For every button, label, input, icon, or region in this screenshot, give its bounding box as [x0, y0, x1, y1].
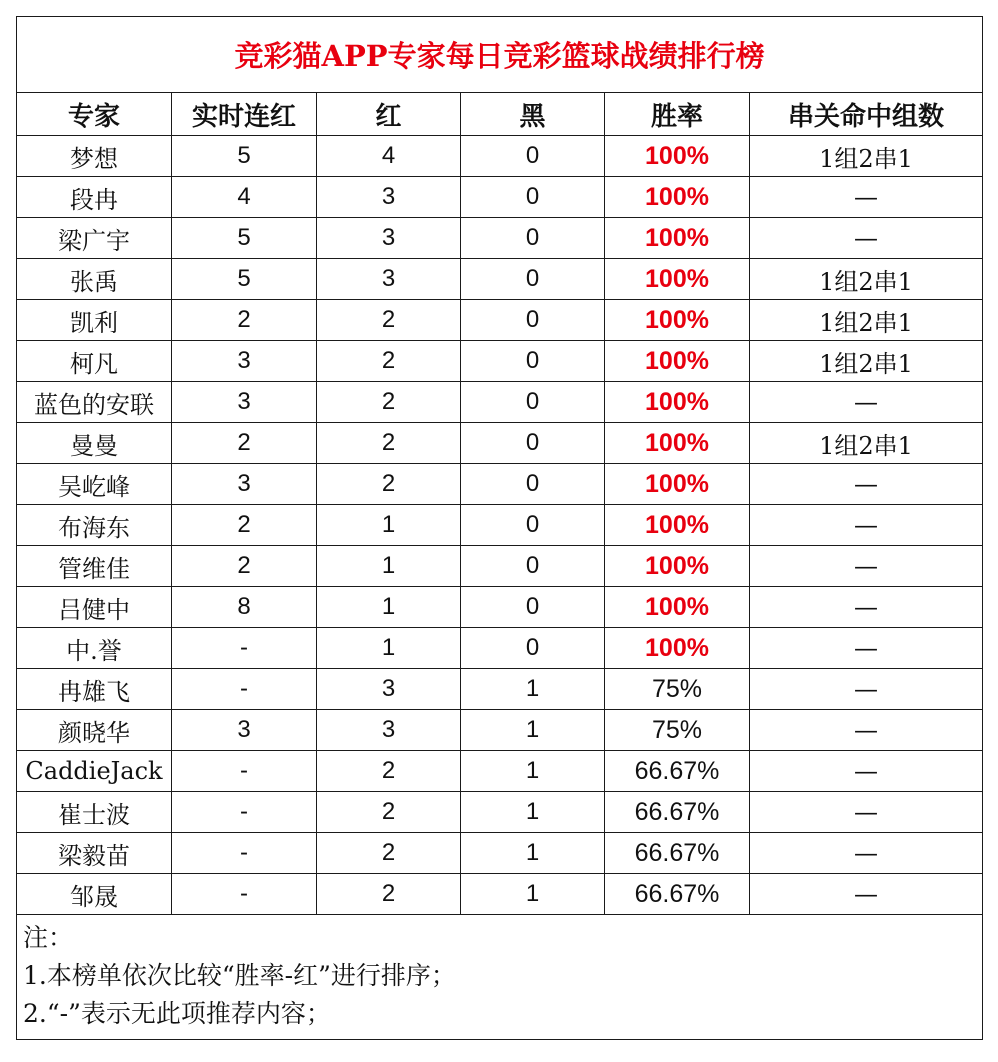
- expert-name-cell: 中.誉: [17, 628, 172, 669]
- win-rate-cell: 100%: [605, 259, 750, 300]
- combo-hits-cell: 1组2串1: [750, 136, 983, 177]
- expert-name-cell: 梁毅苗: [17, 833, 172, 874]
- win-rate-cell: 66.67%: [605, 792, 750, 833]
- table-row: [17, 300, 983, 341]
- streak-cell: 8: [172, 587, 317, 628]
- expert-name-cell: 柯凡: [17, 341, 172, 382]
- combo-hits-cell: —: [750, 505, 983, 546]
- streak-cell: 2: [172, 505, 317, 546]
- expert-name-cell: 凯利: [17, 300, 172, 341]
- table-row: [17, 751, 983, 792]
- streak-cell: -: [172, 874, 317, 915]
- column-header-black: 黑: [461, 93, 605, 136]
- combo-hits-cell: —: [750, 587, 983, 628]
- expert-name-cell: 邹晟: [17, 874, 172, 915]
- expert-name-cell: 曼曼: [17, 423, 172, 464]
- streak-cell: -: [172, 628, 317, 669]
- combo-hits-cell: —: [750, 464, 983, 505]
- black-count-cell: 0: [461, 341, 605, 382]
- red-count-cell: 2: [317, 833, 461, 874]
- black-count-cell: 0: [461, 423, 605, 464]
- notes-section: [17, 915, 983, 1040]
- win-rate-cell: 66.67%: [605, 833, 750, 874]
- streak-cell: -: [172, 833, 317, 874]
- win-rate-cell: 100%: [605, 177, 750, 218]
- red-count-cell: 2: [317, 874, 461, 915]
- combo-hits-cell: —: [750, 792, 983, 833]
- black-count-cell: 1: [461, 833, 605, 874]
- expert-name-cell: 吴屹峰: [17, 464, 172, 505]
- table-row: [17, 464, 983, 505]
- red-count-cell: 1: [317, 628, 461, 669]
- table-row: [17, 177, 983, 218]
- note-line-2: 2.“-”表示无此项推荐内容；: [23, 999, 331, 1028]
- black-count-cell: 0: [461, 259, 605, 300]
- combo-hits-cell: —: [750, 177, 983, 218]
- table-row: [17, 669, 983, 710]
- black-count-cell: 1: [461, 710, 605, 751]
- black-count-cell: 1: [461, 669, 605, 710]
- table-row: [17, 136, 983, 177]
- table-row: [17, 874, 983, 915]
- streak-cell: 4: [172, 177, 317, 218]
- streak-cell: -: [172, 792, 317, 833]
- win-rate-cell: 100%: [605, 587, 750, 628]
- win-rate-cell: 75%: [605, 669, 750, 710]
- column-header-expert: 专家: [17, 93, 172, 136]
- black-count-cell: 1: [461, 751, 605, 792]
- red-count-cell: 1: [317, 546, 461, 587]
- win-rate-cell: 100%: [605, 423, 750, 464]
- expert-name-cell: 吕健中: [17, 587, 172, 628]
- red-count-cell: 1: [317, 505, 461, 546]
- black-count-cell: 0: [461, 587, 605, 628]
- ranking-table: [16, 16, 983, 1040]
- combo-hits-cell: 1组2串1: [750, 259, 983, 300]
- note-line-1: 1.本榜单依次比较“胜率-红”进行排序；: [23, 961, 456, 990]
- red-count-cell: 2: [317, 341, 461, 382]
- table-row: [17, 833, 983, 874]
- red-count-cell: 2: [317, 792, 461, 833]
- combo-hits-cell: 1组2串1: [750, 423, 983, 464]
- combo-hits-cell: —: [750, 218, 983, 259]
- win-rate-cell: 100%: [605, 505, 750, 546]
- table-row: [17, 259, 983, 300]
- red-count-cell: 1: [317, 587, 461, 628]
- combo-hits-cell: —: [750, 628, 983, 669]
- streak-cell: -: [172, 751, 317, 792]
- expert-name-cell: 梁广宇: [17, 218, 172, 259]
- combo-hits-cell: —: [750, 751, 983, 792]
- red-count-cell: 3: [317, 177, 461, 218]
- expert-name-cell: CaddieJack: [17, 751, 172, 792]
- black-count-cell: 0: [461, 218, 605, 259]
- streak-cell: 2: [172, 423, 317, 464]
- red-count-cell: 2: [317, 751, 461, 792]
- column-header-win-rate: 胜率: [605, 93, 750, 136]
- table-row: [17, 423, 983, 464]
- win-rate-cell: 100%: [605, 218, 750, 259]
- expert-name-cell: 管维佳: [17, 546, 172, 587]
- black-count-cell: 0: [461, 136, 605, 177]
- black-count-cell: 0: [461, 505, 605, 546]
- streak-cell: -: [172, 669, 317, 710]
- expert-name-cell: 梦想: [17, 136, 172, 177]
- streak-cell: 3: [172, 382, 317, 423]
- combo-hits-cell: —: [750, 669, 983, 710]
- red-count-cell: 2: [317, 464, 461, 505]
- expert-name-cell: 冉雄飞: [17, 669, 172, 710]
- black-count-cell: 0: [461, 546, 605, 587]
- win-rate-cell: 75%: [605, 710, 750, 751]
- win-rate-cell: 100%: [605, 341, 750, 382]
- red-count-cell: 2: [317, 382, 461, 423]
- header-row: [17, 93, 983, 136]
- streak-cell: 3: [172, 341, 317, 382]
- win-rate-cell: 100%: [605, 136, 750, 177]
- combo-hits-cell: —: [750, 833, 983, 874]
- black-count-cell: 1: [461, 792, 605, 833]
- win-rate-cell: 100%: [605, 300, 750, 341]
- combo-hits-cell: —: [750, 546, 983, 587]
- red-count-cell: 4: [317, 136, 461, 177]
- black-count-cell: 0: [461, 628, 605, 669]
- win-rate-cell: 100%: [605, 546, 750, 587]
- streak-cell: 2: [172, 546, 317, 587]
- black-count-cell: 0: [461, 464, 605, 505]
- red-count-cell: 3: [317, 259, 461, 300]
- column-header-combo-hits: 串关命中组数: [750, 93, 983, 136]
- win-rate-cell: 100%: [605, 464, 750, 505]
- win-rate-cell: 100%: [605, 382, 750, 423]
- table-row: [17, 382, 983, 423]
- streak-cell: 5: [172, 259, 317, 300]
- red-count-cell: 3: [317, 218, 461, 259]
- table-row: [17, 341, 983, 382]
- table-row: [17, 710, 983, 751]
- expert-name-cell: 段冉: [17, 177, 172, 218]
- streak-cell: 3: [172, 710, 317, 751]
- table-title: 竞彩猫APP专家每日竞彩篮球战绩排行榜: [17, 17, 983, 93]
- streak-cell: 2: [172, 300, 317, 341]
- streak-cell: 5: [172, 218, 317, 259]
- combo-hits-cell: —: [750, 382, 983, 423]
- combo-hits-cell: —: [750, 874, 983, 915]
- combo-hits-cell: 1组2串1: [750, 300, 983, 341]
- table-row: [17, 587, 983, 628]
- table-row: [17, 628, 983, 669]
- black-count-cell: 1: [461, 874, 605, 915]
- win-rate-cell: 66.67%: [605, 751, 750, 792]
- red-count-cell: 3: [317, 710, 461, 751]
- notes-heading: 注：: [23, 923, 74, 952]
- table-row: [17, 218, 983, 259]
- red-count-cell: 2: [317, 300, 461, 341]
- table-row: [17, 792, 983, 833]
- black-count-cell: 0: [461, 300, 605, 341]
- column-header-red: 红: [317, 93, 461, 136]
- black-count-cell: 0: [461, 177, 605, 218]
- expert-name-cell: 崔士波: [17, 792, 172, 833]
- win-rate-cell: 100%: [605, 628, 750, 669]
- combo-hits-cell: 1组2串1: [750, 341, 983, 382]
- streak-cell: 3: [172, 464, 317, 505]
- expert-name-cell: 蓝色的安联: [17, 382, 172, 423]
- red-count-cell: 2: [317, 423, 461, 464]
- expert-name-cell: 张禹: [17, 259, 172, 300]
- column-header-streak: 实时连红: [172, 93, 317, 136]
- expert-name-cell: 布海东: [17, 505, 172, 546]
- table-row: [17, 546, 983, 587]
- red-count-cell: 3: [317, 669, 461, 710]
- table-row: [17, 505, 983, 546]
- streak-cell: 5: [172, 136, 317, 177]
- combo-hits-cell: —: [750, 710, 983, 751]
- expert-name-cell: 颜晓华: [17, 710, 172, 751]
- win-rate-cell: 66.67%: [605, 874, 750, 915]
- black-count-cell: 0: [461, 382, 605, 423]
